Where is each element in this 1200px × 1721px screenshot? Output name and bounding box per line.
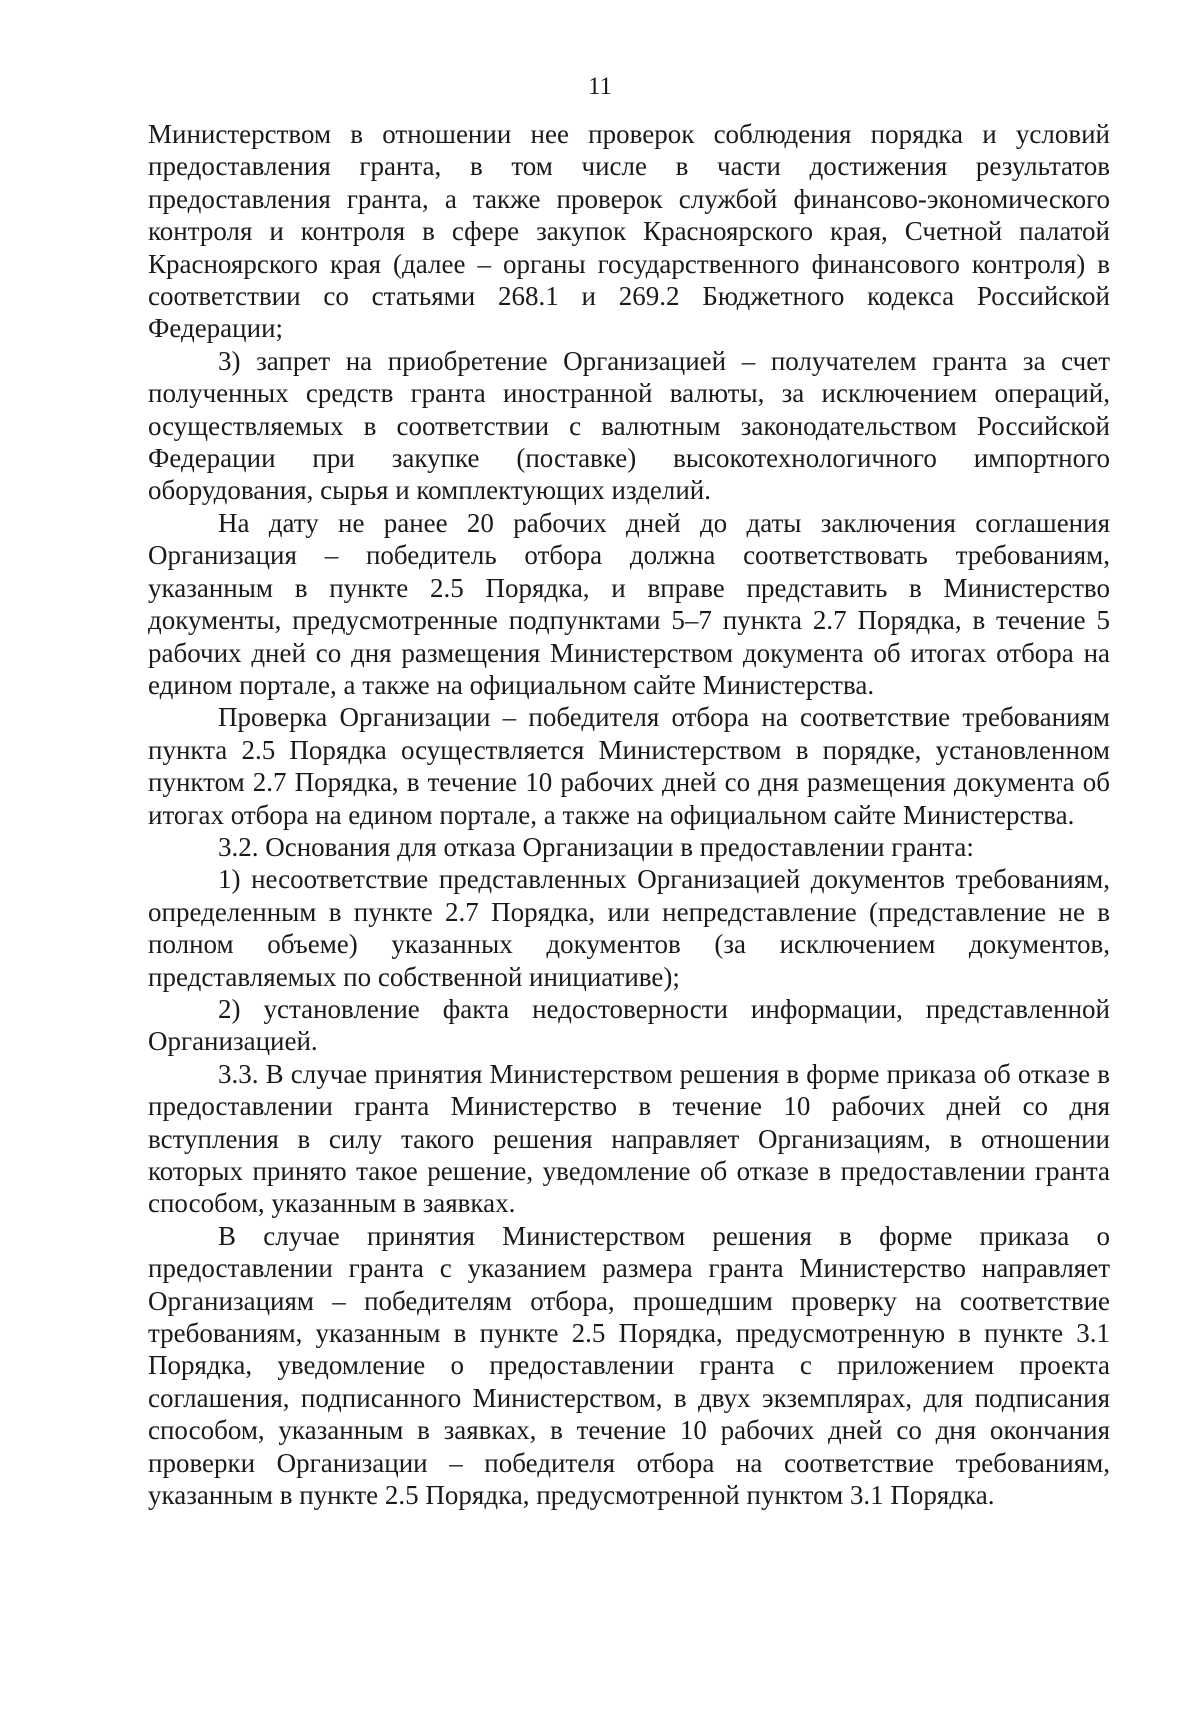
paragraph-refusal-reason-2: 2) установление факта недостоверности информации, представленной Организацией. [148,993,1110,1057]
paragraph-verification: Проверка Организации – победителя отбора на соответствие требованиям пункта 2.5 Порядка осуществляется Министерством в порядке, установленном пунктом 2.7 Порядка, в течение 10 рабочих дней со дня размещения документа об итогах отбора на едином портале, а также на официальном сайте Министерства. [148,702,1110,830]
paragraph-refusal-reason-1: 1) несоответствие представленных Организацией документов требованиям, определенным в пункте 2.7 Порядка, или непредставление (представление не в полном объеме) указанных документов (за исключением документов, представляемых по собственной инициативе); [148,864,1110,992]
paragraph-continuation: Министерством в отношении нее проверок соблюдения порядка и условий предоставления гранта, в том числе в части достижения результатов предоставления гранта, а также проверок службой финансово-экономического контроля и контроля в сфере закупок Красноярского края, Счетной палатой Красноярского края (далее – органы государственного финансового контроля) в соответствии со статьями 268.1 и 269.2 Бюджетного кодекса Российской Федерации; [148,119,1110,344]
page-number: 11 [587,73,613,100]
paragraph-deadline: На дату не ранее 20 рабочих дней до даты заключения соглашения Организация – победитель отбора должна соответствовать требованиям, указанным в пункте 2.5 Порядка, и вправе представить в Министерство документы, предусмотренные подпунктами 5–7 пункта 2.7 Порядка, в течение 5 рабочих дней со дня размещения Министерством документа об итогах отбора на едином портале, а также на официальном сайте Министерства. [148,507,1110,700]
paragraph-item-3-ban: 3) запрет на приобретение Организацией – получателем гранта за счет полученных средств гранта иностранной валюты, за исключением операций, осуществляемых в соответствии с валютным законодательством Российской Федерации при закупке (поставке) высокотехнологичного импортного оборудования, сырья и комплектующих изделий. [148,345,1110,506]
paragraph-section-3-3: 3.3. В случае принятия Министерством решения в форме приказа об отказе в предоставлении гранта Министерство в течение 10 рабочих дней со дня вступления в силу такого решения направляет Организациям, в отношении которых принято такое решение, уведомление об отказе в предоставлении гранта способом, указанным в заявках. [148,1058,1110,1219]
paragraph-section-3-2: 3.2. Основания для отказа Организации в предоставлении гранта: [218,831,974,862]
document-body [148,118,1110,1511]
paragraph-grant-decision: В случае принятия Министерством решения в форме приказа о предоставлении гранта с указанием размера гранта Министерство направляет Организациям – победителям отбора, прошедшим проверку на соответствие требованиям, указанным в пункте 2.5 Порядка, предусмотренную в пункте 3.1 Порядка, уведомление о предоставлении гранта с приложением проекта соглашения, подписанного Министерством, в двух экземплярах, для подписания способом, указанным в заявках, в течение 10 рабочих дней со дня окончания проверки Организации – победителя отбора на соответствие требованиям, указанным в пункте 2.5 Порядка, предусмотренной пунктом 3.1 Порядка. [148,1220,1110,1511]
